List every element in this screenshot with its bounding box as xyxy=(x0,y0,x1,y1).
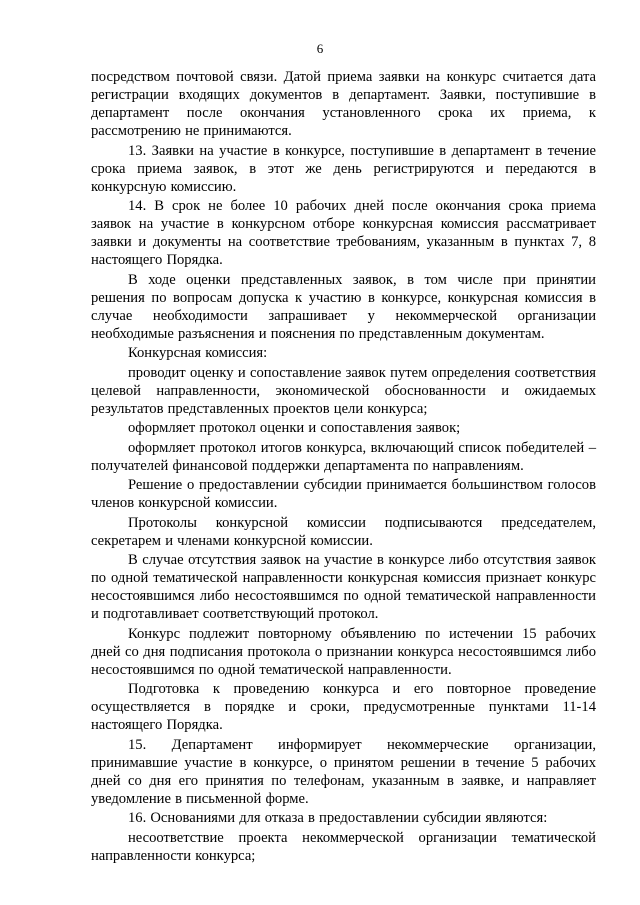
paragraph-repeat-announcement: Конкурс подлежит повторному объявлению по истечении 15 рабочих дней со дня подписания протокола о признании конкурса несостоявшимся либо несостоявшимся по одной тематической направленности. xyxy=(91,625,596,678)
paragraph-item-15: 15. Департамент информирует некоммерческие организации, принимавшие участие в конкурсе, о принятом решении в течение 5 рабочих дней со дня его принятия по телефонам, указанным в заявке, и направляет уведомление в письменной форме. xyxy=(91,736,596,807)
page-number: 6 xyxy=(316,41,324,56)
paragraph-protocols-signed: Протоколы конкурсной комиссии подписываются председателем, секретарем и членами конкурсной комиссии. xyxy=(91,514,596,549)
paragraph-commission-protocol-evaluation: оформляет протокол оценки и сопоставления заявок; xyxy=(128,420,461,436)
paragraph-item-14: 14. В срок не более 10 рабочих дней после окончания срока приема заявок на участие в конкурсном отборе конкурсная комиссия рассматривает заявки и документы на соответствие требованиям, указанным в пунктах 7, 8 настоящего Порядка. xyxy=(91,198,596,268)
paragraph-item-16: 16. Основаниями для отказа в предоставлении субсидии являются: xyxy=(128,810,548,826)
document-body xyxy=(91,68,596,866)
paragraph-no-applications: В случае отсутствия заявок на участие в конкурсе либо отсутствия заявок по одной тематической направленности конкурсная комиссия признает конкурс несостоявшимся либо несостоявшимся по одной тематической направленности и подготавливает соответствующий протокол. xyxy=(91,552,596,622)
paragraph-clarifications: В ходе оценки представленных заявок, в том числе при принятии решения по вопросам допуска к участию в конкурсе, конкурсная комиссия в случае необходимости запрашивает у некоммерческой организации необходимые разъяснения и пояснения по представленным документам. xyxy=(91,271,596,342)
paragraph-commission-evaluates: проводит оценку и сопоставление заявок путем определения соответствия целевой направленности, экономической обоснованности и ожидаемых результатов представленных проектов цели конкурса; xyxy=(91,364,596,417)
paragraph-commission-protocol-results: оформляет протокол итогов конкурса, включающий список победителей – получателей финансовой поддержки департамента по направлениям. xyxy=(91,439,596,474)
paragraph-decision-majority: Решение о предоставлении субсидии принимается большинством голосов членов конкурсной комиссии. xyxy=(91,477,596,511)
paragraph-continuation: посредством почтовой связи. Датой приема заявки на конкурс считается дата регистрации входящих документов в департамент. Заявки, поступившие в департамент после окончания установленного срока их приема, к рассмотрению не принимаются. xyxy=(91,69,596,139)
paragraph-repeat-preparation: Подготовка к проведению конкурса и его повторное проведение осуществляется в порядке и сроки, предусмотренные пунктами 11-14 настоящего Порядка. xyxy=(91,681,596,733)
paragraph-item-13: 13. Заявки на участие в конкурсе, поступившие в департамент в течение срока приема заявок, в этот же день регистрируются и передаются в конкурсную комиссию. xyxy=(91,142,596,195)
paragraph-refusal-reason-1: несоответствие проекта некоммерческой организации тематической направленности конкурса; xyxy=(91,829,596,864)
paragraph-commission-heading: Конкурсная комиссия: xyxy=(128,345,268,361)
